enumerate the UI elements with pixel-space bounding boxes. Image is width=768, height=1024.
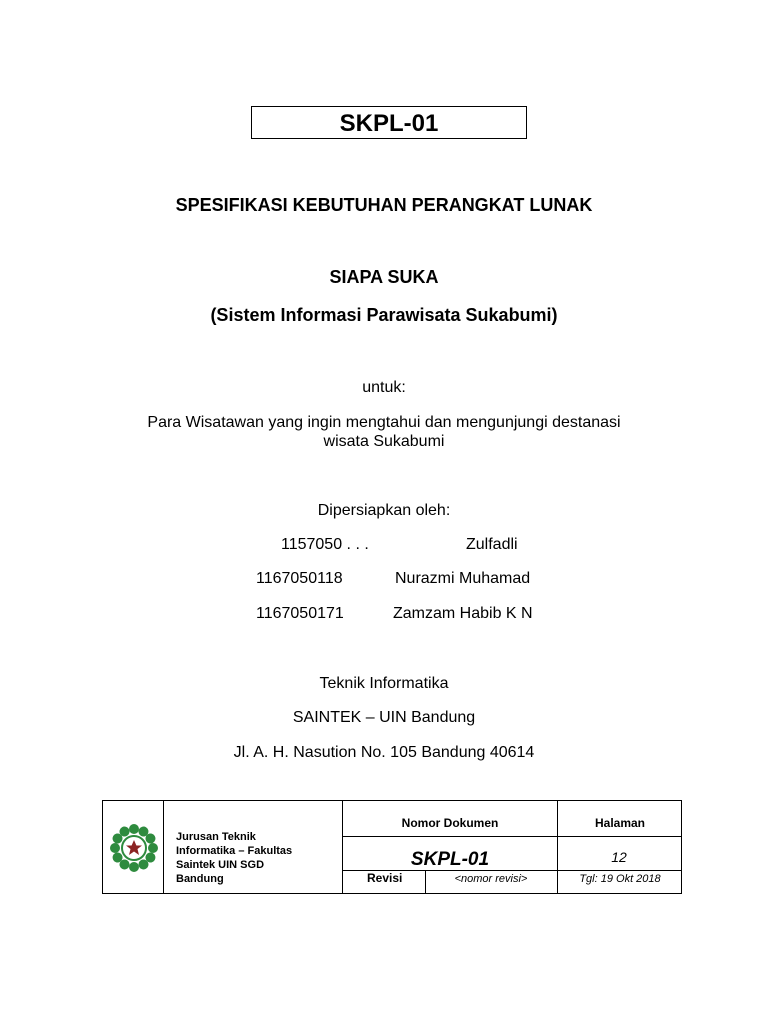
- page-label: Halaman: [594, 816, 646, 830]
- university-logo-icon: [107, 821, 161, 875]
- document-date: Tgl: 19 Okt 2018: [579, 873, 661, 885]
- address: Jl. A. H. Nasution No. 105 Bandung 40614: [233, 744, 535, 761]
- revision-value: <nomor revisi>: [454, 873, 528, 885]
- faculty: SAINTEK – UIN Bandung: [292, 709, 476, 726]
- document-code-box: SKPL-01: [251, 106, 527, 139]
- audience-line-1: Para Wisatawan yang ingin mengtahui dan mengunjungi destanasi: [147, 414, 621, 431]
- document-footer-table: [102, 800, 682, 894]
- author-id: 1167050118: [256, 570, 343, 587]
- document-title: SPESIFIKASI KEBUTUHAN PERANGKAT LUNAK: [175, 195, 593, 215]
- app-full-name: (Sistem Informasi Parawisata Sukabumi): [210, 305, 558, 325]
- for-label: untuk:: [362, 379, 406, 396]
- author-id: 1167050171: [256, 605, 344, 622]
- page-number: 12: [611, 849, 627, 865]
- department: Teknik Informatika: [319, 675, 449, 692]
- app-name: SIAPA SUKA: [329, 267, 439, 287]
- audience-line-2: wisata Sukabumi: [323, 433, 445, 450]
- revision-label: Revisi: [367, 871, 403, 885]
- doc-number-label: Nomor Dokumen: [401, 816, 499, 830]
- author-name: Zamzam Habib K N: [393, 605, 533, 622]
- doc-number-value: SKPL-01: [410, 849, 490, 870]
- author-name: Zulfadli: [466, 536, 518, 553]
- prepared-by-label: Dipersiapkan oleh:: [317, 502, 451, 519]
- author-id: 1157050 . . .: [281, 536, 369, 553]
- institution-name: Jurusan Teknik Informatika – Fakultas Saintek UIN SGD Bandung: [176, 831, 293, 885]
- author-name: Nurazmi Muhamad: [395, 570, 531, 587]
